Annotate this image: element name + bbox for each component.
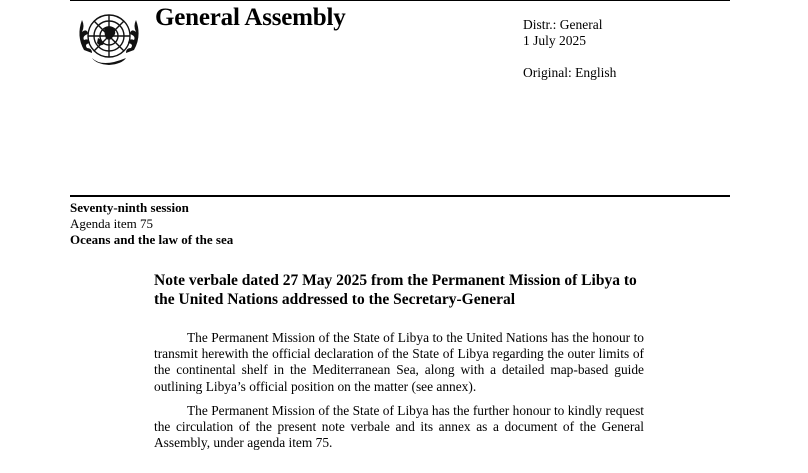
distribution-block bbox=[523, 17, 602, 49]
header-rule bbox=[70, 195, 730, 197]
agenda-topic: Oceans and the law of the sea bbox=[70, 232, 234, 247]
un-emblem-icon bbox=[74, 6, 144, 72]
note-title: Note verbale dated 27 May 2025 from the Permanent Mission of Libya to the United Nations addressed to the Secretary-General bbox=[154, 272, 637, 308]
organ-title: General Assembly bbox=[155, 4, 346, 31]
session-block bbox=[70, 200, 233, 248]
paragraph-1: The Permanent Mission of the State of Libya to the United Nations has the honour to transmit herewith the official declaration of the State of Libya regarding the outer limits of the continental shelf in the Mediterranean Sea, along with a detailed map-based guide outlining Libya’s official position on the matter (see annex). bbox=[154, 330, 644, 394]
agenda-item: Agenda item 75 bbox=[70, 216, 154, 231]
original-language: Original: English bbox=[523, 65, 617, 80]
paragraph-2: The Permanent Mission of the State of Libya has the further honour to kindly request the circulation of the present note verbale and its annex as a document of the General Assembly, under agenda item 75. bbox=[154, 403, 644, 451]
document-date: 1 July 2025 bbox=[523, 33, 587, 48]
distribution-type: Distr.: General bbox=[523, 17, 603, 32]
session-name: Seventy-ninth session bbox=[70, 200, 189, 215]
top-rule bbox=[70, 0, 730, 1]
